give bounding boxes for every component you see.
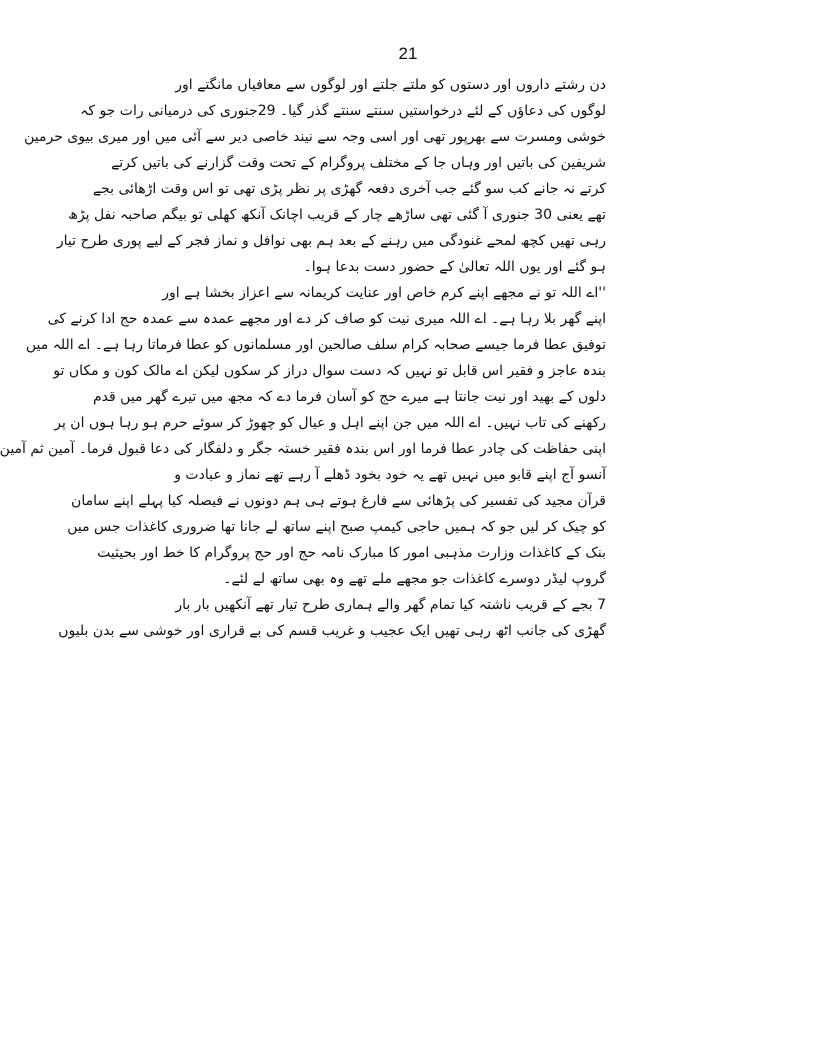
text-line: بنک کے کاغذات وزارت مذہبی امور کا مبارک نامہ حج اور حج پروگرام کا خط اور بحیثیت [97,545,606,561]
page-number: 21 [398,44,418,63]
text-line: اپنے گھر بلا رہا ہے۔ اے اللہ میری نیت کو صاف کر دے اور مجھے عمدہ سے عمدہ حج ادا کرنے کی [47,311,606,327]
text-line: رہی تھیں کچھ لمحے غنودگی میں رہنے کے بعد ہم بھی نوافل و نماز فجر کے لیے پوری طرح تیار [56,233,606,249]
text-line: تھے یعنی 30 جنوری آ گئی تھی ساڑھے چار کے قریب اچانک آنکھ کھلی تو بیگم صاحبہ نفل پڑھ [68,207,606,223]
text-line: توفیق عطا فرما جیسے صحابہ کرام سلف صالحین اور مسلمانوں کو عطا فرماتا رہا ہے۔ اے اللہ میں [25,337,606,353]
text-line: بندہ عاجز و فقیر اس قابل تو نہیں کہ دست سوال دراز کر سکوں لیکن اے مالک کون و مکاں تو [53,363,606,379]
text-line: ہو گئے اور یوں اللہ تعالیٰ کے حضور دست بدعا ہوا۔ [303,259,606,275]
text-line: رکھنے کی تاب نہیں۔ اے اللہ میں جن اپنے اہل و عیال کو چھوڑ کر سوئے حرم ہو رہا ہوں ان پر [54,415,606,431]
text-line: کرتے نہ جانے کب سو گئے جب آخری دفعہ گھڑی پر نظر پڑی تھی تو اس وقت اڑھائی بجے [92,181,606,197]
urdu-text-body [0,72,606,644]
text-line: ''اے اللہ تو نے مجھے اپنے کرم خاص اور عنایت کریمانہ سے اعزاز بخشا ہے اور [162,285,606,301]
text-line: گھڑی کی جانب اٹھ رہی تھیں ایک عجیب و غریب قسم کی بے قراری اور خوشی سے بدن بلیوں [58,623,606,639]
text-line: خوشی ومسرت سے بھرپور تھی اور اسی وجہ سے نیند خاصی دیر سے آئی میں اور میری بیوی حرمین [24,129,606,145]
text-line: گروپ لیڈر دوسرے کاغذات جو مجھے ملے تھے وہ بھی ساتھ لے لئے۔ [223,571,606,587]
text-line: اپنی حفاظت کی چادر عطا فرما اور اس بندہ فقیر خستہ جگر و دلفگار کی دعا قبول فرما۔ آمین ثم آمین [0,441,606,457]
text-line: قرآن مجید کی تفسیر کی پڑھائی سے فارغ ہوتے ہی ہم دونوں نے فیصلہ کیا پہلے اپنے سامان [71,493,606,509]
text-line: آنسو آج اپنے قابو میں نہیں تھے یہ خود بخود ڈھلے آ رہے تھے نماز و عبادت و [174,467,606,483]
text-line: کو چیک کر لیں جو کہ ہمیں حاجی کیمپ صبح اپنے ساتھ لے جانا تھا ضروری کاغذات جس میں [67,519,606,535]
text-line: 7 بجے کے قریب ناشتہ کیا تمام گھر والے ہماری طرح تیار تھے آنکھیں بار بار [175,597,606,613]
text-line: دن رشتے داروں اور دستوں کو ملتے جلتے اور لوگوں سے معافیاں مانگتے اور [175,77,606,93]
text-line: لوگوں کی دعاؤں کے لئے درخواستیں سنتے سنتے گذر گیا۔ 29جنوری کی درمیانی رات جو کہ [80,103,606,119]
text-line: شریفین کی باتیں اور وہاں جا کے مختلف پروگرام کے تحت وقت گزارنے کی باتیں کرتے [111,155,606,171]
text-line: دلوں کے بھید اور نیت جانتا ہے میرے حج کو آسان فرما دے کہ مجھ میں تیرے گھر میں قدم [93,389,606,405]
